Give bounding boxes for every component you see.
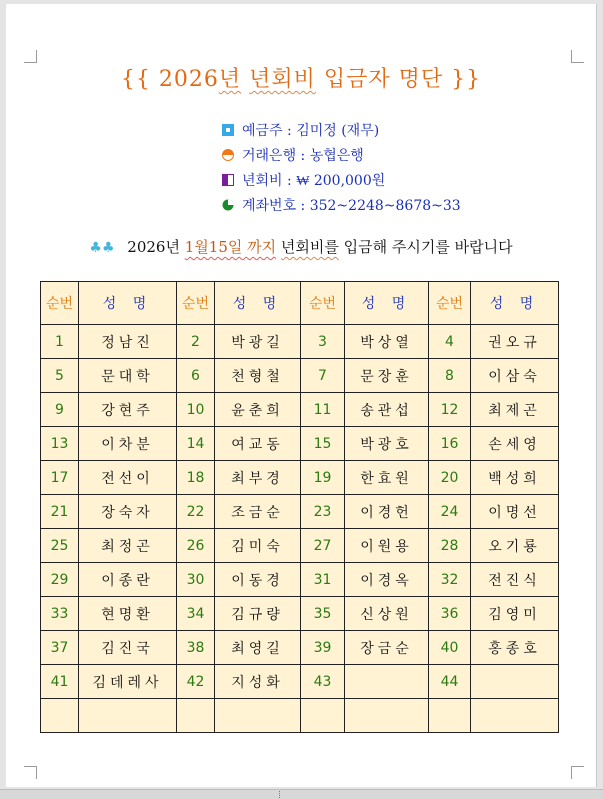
member-number: 38 bbox=[177, 631, 215, 665]
notice-year: 2026년 bbox=[127, 238, 180, 256]
member-name: 여교동 bbox=[215, 427, 301, 461]
member-number: 17 bbox=[41, 461, 79, 495]
member-number: 12 bbox=[429, 393, 471, 427]
header-number: 순번 bbox=[429, 282, 471, 325]
member-name: 최정곤 bbox=[79, 529, 177, 563]
member-number: 10 bbox=[177, 393, 215, 427]
notice-rest: 입금해 주시기를 바랍니다 bbox=[343, 238, 513, 256]
member-number: 15 bbox=[301, 427, 345, 461]
member-name: 정남진 bbox=[79, 325, 177, 359]
member-name: 김진국 bbox=[79, 631, 177, 665]
member-number: 5 bbox=[41, 359, 79, 393]
member-number: 44 bbox=[429, 665, 471, 699]
member-name: 이종란 bbox=[79, 563, 177, 597]
member-number: 30 bbox=[177, 563, 215, 597]
info-row-fee bbox=[222, 167, 461, 192]
table-row bbox=[41, 393, 559, 427]
table-row bbox=[41, 665, 559, 699]
member-name: 오기룡 bbox=[471, 529, 559, 563]
member-name: 조금순 bbox=[215, 495, 301, 529]
member-name: 백성희 bbox=[471, 461, 559, 495]
title-year-suffix: 년 bbox=[218, 67, 242, 92]
table-row bbox=[41, 359, 559, 393]
member-name: 김규량 bbox=[215, 597, 301, 631]
title-prefix: {{ 2026 bbox=[120, 67, 219, 92]
member-name bbox=[215, 699, 301, 733]
member-name: 박상열 bbox=[345, 325, 429, 359]
member-number bbox=[41, 699, 79, 733]
blue-square-icon bbox=[222, 124, 234, 136]
info-text: 계좌번호 : 352~2248~8678~33 bbox=[242, 197, 461, 214]
document-page bbox=[6, 4, 597, 787]
table-header-row bbox=[41, 282, 559, 325]
account-info bbox=[222, 117, 461, 217]
header-number: 순번 bbox=[301, 282, 345, 325]
member-number: 37 bbox=[41, 631, 79, 665]
info-text: 예금주 : 김미정 (재무) bbox=[242, 122, 380, 139]
member-number: 24 bbox=[429, 495, 471, 529]
info-text: 거래은행 : 농협은행 bbox=[242, 147, 364, 164]
member-name: 최제곤 bbox=[471, 393, 559, 427]
member-name: 문장훈 bbox=[345, 359, 429, 393]
member-number: 33 bbox=[41, 597, 79, 631]
crop-mark-bottom-left bbox=[24, 766, 37, 779]
member-name: 장금순 bbox=[345, 631, 429, 665]
table-row bbox=[41, 529, 559, 563]
table-row bbox=[41, 597, 559, 631]
member-name bbox=[471, 699, 559, 733]
table-row bbox=[41, 427, 559, 461]
roster-table bbox=[40, 281, 559, 733]
member-number: 11 bbox=[301, 393, 345, 427]
member-name: 최부경 bbox=[215, 461, 301, 495]
table-row bbox=[41, 563, 559, 597]
page-title bbox=[6, 62, 596, 93]
member-name: 박광호 bbox=[345, 427, 429, 461]
member-name: 전진식 bbox=[471, 563, 559, 597]
member-name: 김영미 bbox=[471, 597, 559, 631]
member-name: 손세영 bbox=[471, 427, 559, 461]
member-number: 16 bbox=[429, 427, 471, 461]
info-row-bank bbox=[222, 142, 461, 167]
member-number: 34 bbox=[177, 597, 215, 631]
notice-date: 1월15일 까지 bbox=[184, 238, 277, 256]
member-number: 42 bbox=[177, 665, 215, 699]
member-number: 8 bbox=[429, 359, 471, 393]
crop-mark-bottom-right bbox=[571, 766, 584, 779]
member-name: 이경헌 bbox=[345, 495, 429, 529]
member-name: 박광길 bbox=[215, 325, 301, 359]
scroll-center-mark bbox=[279, 791, 281, 798]
member-name: 김미숙 bbox=[215, 529, 301, 563]
member-number: 20 bbox=[429, 461, 471, 495]
header-name: 성 명 bbox=[215, 282, 301, 325]
purple-square-icon bbox=[222, 174, 234, 186]
header-name: 성 명 bbox=[471, 282, 559, 325]
member-number: 43 bbox=[301, 665, 345, 699]
member-name: 윤춘희 bbox=[215, 393, 301, 427]
member-number: 36 bbox=[429, 597, 471, 631]
member-name: 천형철 bbox=[215, 359, 301, 393]
header-number: 순번 bbox=[41, 282, 79, 325]
info-row-account bbox=[222, 192, 461, 217]
member-number: 3 bbox=[301, 325, 345, 359]
table-row bbox=[41, 325, 559, 359]
member-name: 강현주 bbox=[79, 393, 177, 427]
member-name: 이명선 bbox=[471, 495, 559, 529]
title-word: 년회비 bbox=[249, 67, 316, 92]
table-row bbox=[41, 461, 559, 495]
notice-line bbox=[6, 236, 596, 257]
header-name: 성 명 bbox=[345, 282, 429, 325]
member-name: 지성화 bbox=[215, 665, 301, 699]
member-number: 13 bbox=[41, 427, 79, 461]
member-name: 최영길 bbox=[215, 631, 301, 665]
member-number: 23 bbox=[301, 495, 345, 529]
table-row bbox=[41, 495, 559, 529]
header-name: 성 명 bbox=[79, 282, 177, 325]
info-row-holder bbox=[222, 117, 461, 142]
member-name: 현명환 bbox=[79, 597, 177, 631]
member-number: 2 bbox=[177, 325, 215, 359]
header-number: 순번 bbox=[177, 282, 215, 325]
member-number: 35 bbox=[301, 597, 345, 631]
member-name: 송관섭 bbox=[345, 393, 429, 427]
member-name: 문대학 bbox=[79, 359, 177, 393]
member-number: 7 bbox=[301, 359, 345, 393]
member-number: 27 bbox=[301, 529, 345, 563]
member-name bbox=[79, 699, 177, 733]
member-number: 28 bbox=[429, 529, 471, 563]
member-number: 18 bbox=[177, 461, 215, 495]
member-name: 권오규 bbox=[471, 325, 559, 359]
table-row bbox=[41, 699, 559, 733]
member-number: 21 bbox=[41, 495, 79, 529]
member-number: 25 bbox=[41, 529, 79, 563]
member-number: 22 bbox=[177, 495, 215, 529]
member-name bbox=[471, 665, 559, 699]
title-rest: 입금자 명단 }} bbox=[323, 67, 482, 92]
member-number: 32 bbox=[429, 563, 471, 597]
member-number bbox=[301, 699, 345, 733]
info-text: 년회비 : ₩ 200,000원 bbox=[242, 172, 386, 189]
member-name: 장숙자 bbox=[79, 495, 177, 529]
member-name: 한효원 bbox=[345, 461, 429, 495]
member-number: 1 bbox=[41, 325, 79, 359]
member-number: 4 bbox=[429, 325, 471, 359]
member-number bbox=[429, 699, 471, 733]
notice-word: 년회비를 bbox=[280, 238, 339, 256]
orange-circle-icon bbox=[222, 149, 234, 161]
member-number: 19 bbox=[301, 461, 345, 495]
member-name: 이차분 bbox=[79, 427, 177, 461]
clubs-icon: ♣♣ bbox=[89, 240, 115, 256]
table-row bbox=[41, 631, 559, 665]
member-number: 9 bbox=[41, 393, 79, 427]
member-name: 전선이 bbox=[79, 461, 177, 495]
member-name: 홍종호 bbox=[471, 631, 559, 665]
member-number: 40 bbox=[429, 631, 471, 665]
member-name bbox=[345, 699, 429, 733]
member-name: 이원용 bbox=[345, 529, 429, 563]
member-number: 41 bbox=[41, 665, 79, 699]
member-number: 14 bbox=[177, 427, 215, 461]
member-number: 6 bbox=[177, 359, 215, 393]
member-name bbox=[345, 665, 429, 699]
member-name: 이삼숙 bbox=[471, 359, 559, 393]
member-name: 신상원 bbox=[345, 597, 429, 631]
member-number: 31 bbox=[301, 563, 345, 597]
member-name: 이동경 bbox=[215, 563, 301, 597]
member-number: 39 bbox=[301, 631, 345, 665]
green-circle-icon bbox=[222, 199, 234, 211]
member-number: 29 bbox=[41, 563, 79, 597]
member-number bbox=[177, 699, 215, 733]
member-name: 이경옥 bbox=[345, 563, 429, 597]
member-number: 26 bbox=[177, 529, 215, 563]
member-name: 김데레사 bbox=[79, 665, 177, 699]
